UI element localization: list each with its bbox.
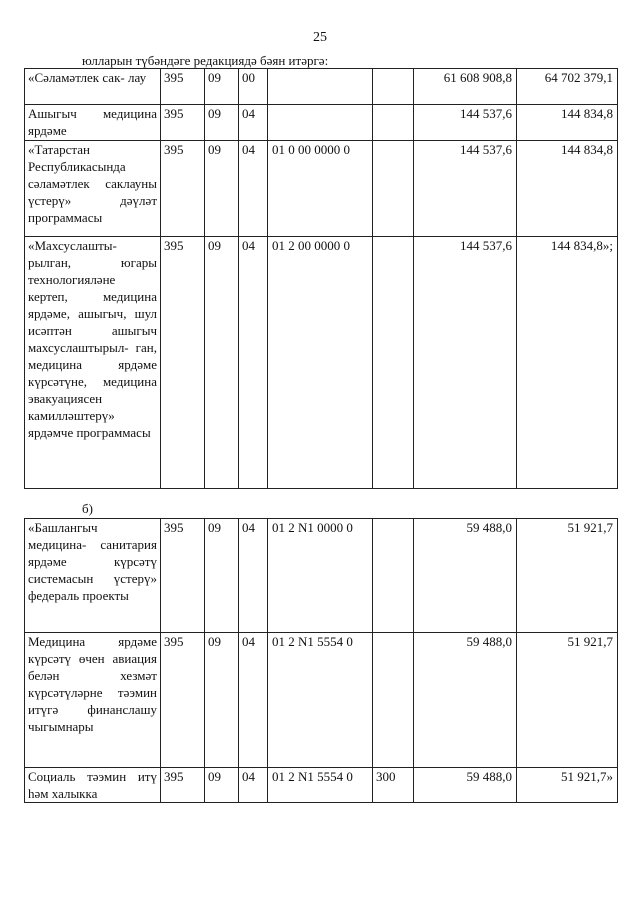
section-code-cell: 09	[205, 519, 239, 633]
subsection-code-cell: 00	[239, 69, 268, 105]
target-article-cell: 01 2 N1 5554 0	[268, 633, 373, 768]
target-article-cell	[268, 105, 373, 141]
row-name-cell: «Татарстан Республикасында сәламәтлек саклауны үстерү» дәүләт программасы	[25, 141, 161, 237]
amount-year2-cell: 51 921,7	[517, 633, 618, 768]
amount-year1-cell: 59 488,0	[414, 768, 517, 803]
section-code-cell: 09	[205, 237, 239, 489]
subsection-code-cell: 04	[239, 141, 268, 237]
row-name-cell: «Махсуслашты- рылган, югары технологияләне кертеп, медицина ярдәме, ашыгыч, шул исәптән ашыгыч махсуслаштырыл- ган, медицина ярдәме күрсәтүне, медицина эвакуациясен камилләштерү» ярдәмче программасы	[25, 237, 161, 489]
amount-year1-cell: 59 488,0	[414, 519, 517, 633]
budget-table-b	[24, 518, 618, 803]
expense-type-cell	[373, 237, 414, 489]
section-code-cell: 09	[205, 141, 239, 237]
amount-year2-cell: 64 702 379,1	[517, 69, 618, 105]
ministry-code-cell: 395	[161, 519, 205, 633]
amount-year1-cell: 144 537,6	[414, 141, 517, 237]
amount-year2-cell: 144 834,8	[517, 105, 618, 141]
amount-year2-cell: 51 921,7	[517, 519, 618, 633]
ministry-code-cell: 395	[161, 768, 205, 803]
table-row	[25, 141, 618, 237]
table-row	[25, 519, 618, 633]
row-name-cell: Социаль тәэмин итү һәм халыкка	[25, 768, 161, 803]
expense-type-cell	[373, 69, 414, 105]
subsection-code-cell: 04	[239, 633, 268, 768]
ministry-code-cell: 395	[161, 69, 205, 105]
row-name-cell: «Сәламәтлек сак- лау	[25, 69, 161, 105]
budget-table-a	[24, 68, 618, 489]
row-name-cell: Ашыгыч медицина ярдәме	[25, 105, 161, 141]
ministry-code-cell: 395	[161, 237, 205, 489]
subsection-code-cell: 04	[239, 237, 268, 489]
amount-year2-cell: 51 921,7»	[517, 768, 618, 803]
section-code-cell: 09	[205, 69, 239, 105]
target-article-cell: 01 0 00 0000 0	[268, 141, 373, 237]
expense-type-cell: 300	[373, 768, 414, 803]
ministry-code-cell: 395	[161, 105, 205, 141]
row-name-cell: «Башлангыч медицина- санитария ярдәме күрсәтү системасын үстерү» федераль проекты	[25, 519, 161, 633]
table-row	[25, 69, 618, 105]
intro-text: юлларын түбәндәге редакциядә бәян итәргә:	[82, 53, 329, 68]
table-row	[25, 237, 618, 489]
subsection-code-cell: 04	[239, 105, 268, 141]
amount-year1-cell: 144 537,6	[414, 105, 517, 141]
expense-type-cell	[373, 141, 414, 237]
section-code-cell: 09	[205, 633, 239, 768]
subsection-code-cell: 04	[239, 519, 268, 633]
table-row	[25, 633, 618, 768]
target-article-cell	[268, 69, 373, 105]
target-article-cell: 01 2 N1 0000 0	[268, 519, 373, 633]
target-article-cell: 01 2 N1 5554 0	[268, 768, 373, 803]
amount-year2-cell: 144 834,8	[517, 141, 618, 237]
ministry-code-cell: 395	[161, 141, 205, 237]
table-row	[25, 768, 618, 803]
amount-year2-cell: 144 834,8»;	[517, 237, 618, 489]
amount-year1-cell: 144 537,6	[414, 237, 517, 489]
amount-year1-cell: 61 608 908,8	[414, 69, 517, 105]
expense-type-cell	[373, 633, 414, 768]
subsection-code-cell: 04	[239, 768, 268, 803]
amount-year1-cell: 59 488,0	[414, 633, 517, 768]
table-row	[25, 105, 618, 141]
section-code-cell: 09	[205, 768, 239, 803]
row-name-cell: Медицина ярдәме күрсәтү өчен авиация белән хезмәт күрсәтүләрне тәэмин итүгә финанслашу чыгымнары	[25, 633, 161, 768]
expense-type-cell	[373, 519, 414, 633]
section-b-label: б)	[82, 501, 93, 516]
page-number: 25	[313, 30, 327, 45]
target-article-cell: 01 2 00 0000 0	[268, 237, 373, 489]
ministry-code-cell: 395	[161, 633, 205, 768]
expense-type-cell	[373, 105, 414, 141]
section-code-cell: 09	[205, 105, 239, 141]
